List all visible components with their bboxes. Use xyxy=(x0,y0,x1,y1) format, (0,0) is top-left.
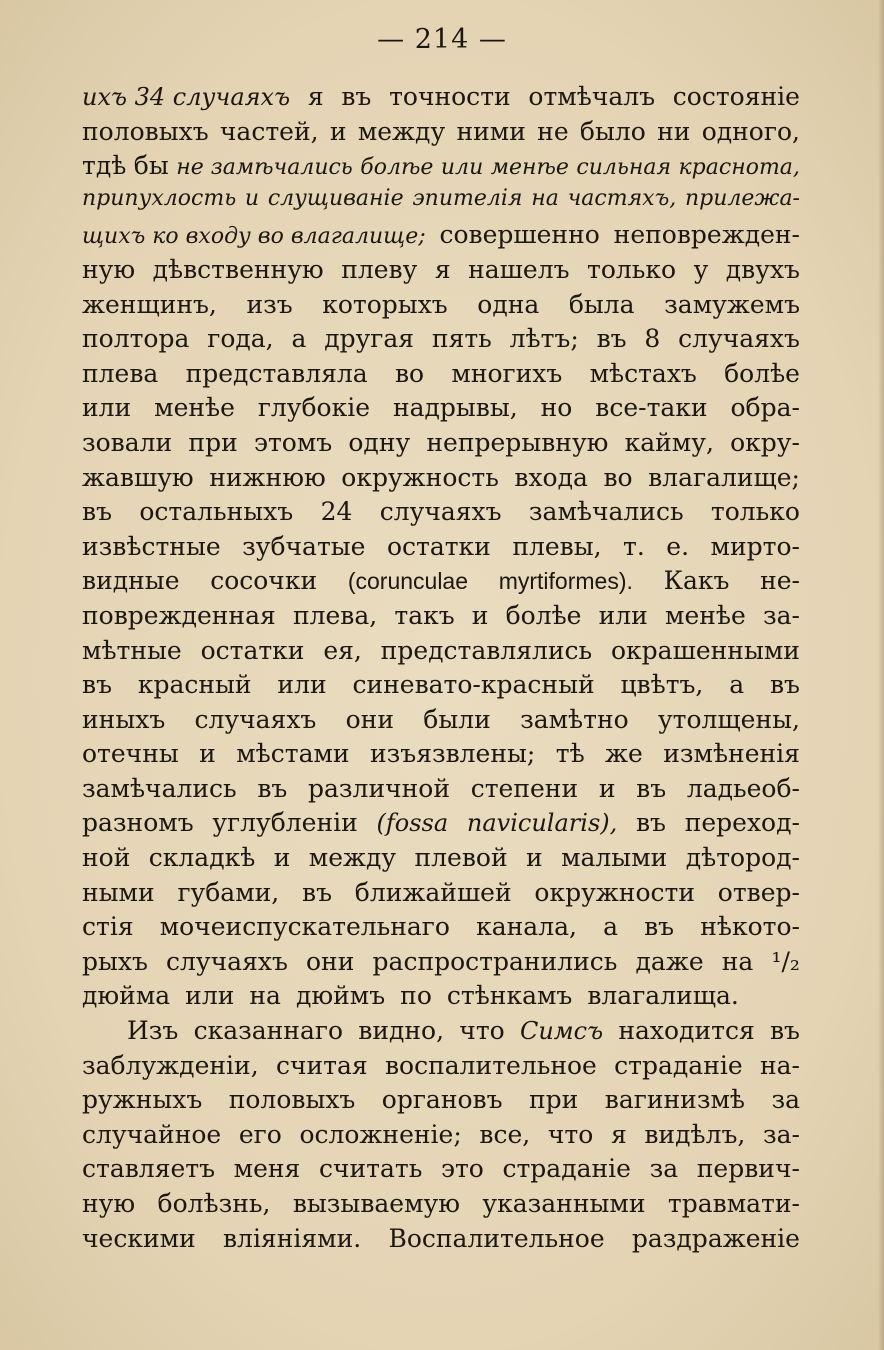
text-line: поврежденная плева, такъ и болѣе или менѣе за- xyxy=(82,600,800,630)
text-line: полтора года, а другая пять лѣтъ; въ 8 случаяхъ xyxy=(82,324,800,354)
text-line: отечны и мѣстами изъязвлены; тѣ же измѣненія xyxy=(82,739,800,769)
text-line: щихъ ко входу во влагалище; совершенно неповрежден- xyxy=(82,220,800,250)
text-line: случайное его осложненіе; все, что я видѣлъ, за- xyxy=(82,1119,800,1149)
text-line: разномъ углубленіи (fossa navicularis), въ переход- xyxy=(82,808,800,838)
text-line: дюйма или на дюймъ по стѣнкамъ влагалища. xyxy=(82,981,739,1011)
text-line: рыхъ случаяхъ они распространились даже на ¹/₂ xyxy=(82,946,800,976)
text-line: извѣстные зубчатые остатки плевы, т. е. мирто- xyxy=(82,531,800,561)
text-line: въ красный или синевато-красный цвѣтъ, а въ xyxy=(82,670,800,700)
text-line: видные сосочки (corunculae myrtiformes). Какъ не- xyxy=(82,566,800,596)
text-line: мѣтные остатки ея, представлялись окрашенными xyxy=(82,635,800,665)
text-line: въ остальныхъ 24 случаяхъ замѣчались только xyxy=(82,497,800,527)
text-line: ческими вліяніями. Воспалительное раздраженіе xyxy=(82,1223,800,1253)
text-line: или менѣе глубокіе надрывы, но все-таки обра- xyxy=(82,393,800,423)
text-line: жавшую нижнюю окружность входа во влагалище; xyxy=(82,462,800,492)
text-line: припухлость и слущиваніе эпителія на частяхъ, прилежа- xyxy=(82,185,800,211)
text-line: Изъ сказаннаго видно, что Симсъ находится въ xyxy=(127,1016,800,1046)
text-line: тдѣ бы не замѣчались болѣе или менѣе сильная краснота, xyxy=(82,151,800,181)
text-line: ную болѣзнь, вызываемую указанными травмати- xyxy=(82,1189,800,1218)
text-line: ной складкѣ и между плевой и малыми дѣтород- xyxy=(82,843,800,873)
page-number: — 214 — xyxy=(377,24,507,55)
text-line: ными губами, въ ближайшей окружности отвер- xyxy=(82,877,800,907)
text-line: ную дѣвственную плеву я нашелъ только у двухъ xyxy=(82,254,800,284)
text-line: ставляетъ меня считать это страданіе за первич- xyxy=(82,1154,800,1184)
text-line: заблужденіи, считая воспалительное страданіе на- xyxy=(82,1050,800,1080)
text-line: ружныхъ половыхъ органовъ при вагинизмѣ за xyxy=(82,1085,800,1115)
body-text xyxy=(82,82,800,1258)
text-line: женщинъ, изъ которыхъ одна была замужемъ xyxy=(82,289,800,319)
text-line: ихъ 34 случаяхъ я въ точности отмѣчалъ состояніе xyxy=(82,82,800,111)
text-line: зовали при этомъ одну непрерывную кайму, окру- xyxy=(82,427,800,457)
text-line: половыхъ частей, и между ними не было ни одного, xyxy=(82,116,800,146)
text-line: иныхъ случаяхъ они были замѣтно утолщены, xyxy=(82,704,800,734)
text-line: стія мочеиспускательнаго канала, а въ нѣкото- xyxy=(82,912,800,942)
page-edge-shadow xyxy=(878,0,884,1350)
text-line: замѣчались въ различной степени и въ ладьеоб- xyxy=(82,773,800,803)
text-line: плева представляла во многихъ мѣстахъ болѣе xyxy=(82,358,800,388)
